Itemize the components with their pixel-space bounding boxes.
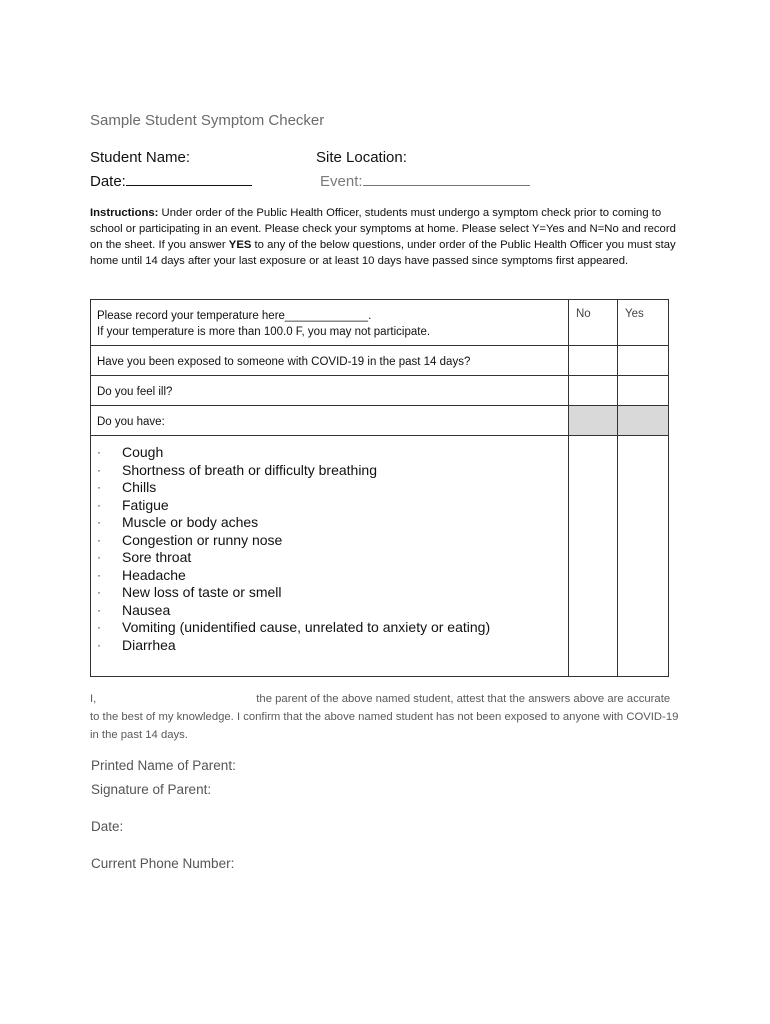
symptom-label: Headache — [122, 566, 186, 583]
temperature-row — [91, 300, 669, 346]
no-header[interactable]: No — [569, 300, 618, 346]
symptom-label: Shortness of breath or difficulty breathing — [122, 461, 378, 478]
symptom-item — [97, 462, 568, 480]
symptom-label: Diarrhea — [122, 636, 176, 653]
instructions-heading: Instructions: — [90, 207, 159, 219]
symptom-item — [97, 479, 568, 497]
document-title: Sample Student Symptom Checker — [90, 112, 325, 129]
ill-yes-cell[interactable] — [618, 376, 669, 406]
bullet-icon: · — [97, 515, 101, 529]
exposed-no-cell[interactable] — [569, 346, 618, 376]
symptoms-yes-cell[interactable] — [618, 436, 669, 677]
symptom-list — [91, 436, 568, 654]
instructions-yes: YES — [228, 239, 252, 251]
symptom-item — [97, 444, 568, 462]
ill-row — [91, 376, 669, 406]
ill-no-cell[interactable] — [569, 376, 618, 406]
symptom-label: Chills — [122, 479, 157, 495]
bullet-icon: · — [97, 497, 101, 512]
temperature-line-1: Please record your temperature here_____________. — [97, 310, 372, 322]
symptom-label: New loss of taste or smell — [122, 584, 282, 600]
exposed-yes-cell[interactable] — [618, 346, 669, 376]
attestation-text: the parent of the above named student, attest that the answers above are accurate to the best of my knowledge. I confirm that the above named student has not been exposed to anyone with COVID-19 in the past 14 days. — [90, 693, 679, 741]
symptom-item — [97, 549, 568, 567]
symptom-label: Sore throat — [122, 549, 192, 565]
symptom-item — [97, 497, 568, 515]
bullet-icon: · — [97, 445, 101, 459]
yes-header[interactable]: Yes — [618, 300, 669, 346]
symptoms-list-cell — [91, 436, 569, 677]
symptom-item — [97, 584, 568, 602]
symptom-item — [97, 532, 568, 550]
student-name-label: Student Name: — [90, 149, 191, 166]
symptom-label: Nausea — [122, 601, 171, 618]
do-you-have-no-cell-shaded — [569, 406, 618, 436]
symptoms-row — [91, 436, 669, 677]
symptom-label: Cough — [122, 444, 164, 460]
symptom-label: Muscle or body aches — [122, 514, 259, 530]
do-you-have-row — [91, 406, 669, 436]
bullet-icon: · — [97, 637, 101, 652]
temperature-line-2: If your temperature is more than 100.0 F, you may not participate. — [97, 326, 431, 338]
exposed-question: Have you been exposed to someone with COVID-19 in the past 14 days? — [91, 346, 569, 376]
bullet-icon: · — [97, 480, 101, 494]
bullet-icon: · — [97, 585, 101, 599]
date-field — [90, 171, 252, 190]
ill-question: Do you feel ill? — [91, 376, 569, 406]
exposed-row — [91, 346, 669, 376]
bullet-icon: · — [97, 550, 101, 564]
date-label: Date: — [90, 173, 126, 190]
attestation-prefix: I, — [90, 693, 97, 705]
symptom-item — [97, 567, 568, 585]
instructions-text-1: Under order of the Public Health Officer, students must undergo a symptom check prior to coming to school or participating in an event. Please check your symptoms at home. Please select Y=Yes and N=No and record on the sheet. If you answer — [90, 207, 676, 251]
symptom-item — [97, 514, 568, 532]
symptom-table — [90, 299, 669, 677]
printed-name-label: Printed Name of Parent: — [91, 758, 236, 773]
bullet-icon: · — [97, 532, 101, 547]
date-underline — [126, 171, 252, 186]
event-label: Event: — [320, 173, 363, 190]
symptom-item — [97, 637, 568, 655]
symptom-label: Congestion or runny nose — [122, 531, 283, 548]
symptom-item — [97, 602, 568, 620]
instructions — [90, 205, 680, 269]
bullet-icon: · — [97, 620, 101, 634]
event-field — [320, 171, 530, 190]
event-underline — [363, 171, 530, 186]
attestation — [90, 690, 680, 744]
site-location-label: Site Location: — [316, 149, 407, 166]
bullet-icon: · — [97, 602, 101, 617]
symptoms-no-cell[interactable] — [569, 436, 618, 677]
signature-label: Signature of Parent: — [91, 782, 212, 797]
do-you-have-yes-cell-shaded — [618, 406, 669, 436]
symptom-label: Fatigue — [122, 496, 169, 513]
instructions-text-2: to any of the below questions, under order of the Public Health Officer you must stay home until 14 days after your last exposure or at least 10 days have passed since symptoms first appeared. — [90, 239, 676, 267]
symptom-label: Vomiting (unidentified cause, unrelated to anxiety or eating) — [122, 619, 491, 635]
bullet-icon: · — [97, 567, 101, 582]
temperature-question — [91, 300, 569, 346]
bullet-icon: · — [97, 462, 101, 477]
symptom-item — [97, 619, 568, 637]
phone-number-label: Current Phone Number: — [91, 856, 235, 871]
do-you-have-question: Do you have: — [91, 406, 569, 436]
signature-date-label: Date: — [91, 819, 124, 834]
